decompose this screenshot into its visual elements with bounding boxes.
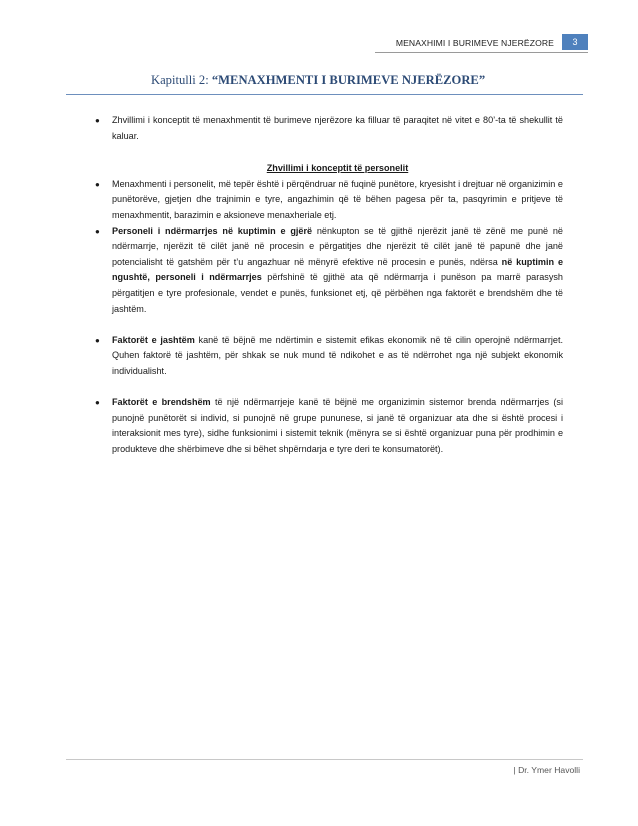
section-subheading: Zhvillimi i konceptit të personelit [266, 163, 409, 174]
bullet-icon: ● [95, 335, 100, 345]
running-title: MENAXHIMI I BURIMEVE NJERËZORE [395, 38, 554, 48]
bullet-icon: ● [95, 179, 100, 189]
page-number: 3 [562, 34, 588, 50]
footer-divider [66, 759, 583, 760]
bold-term: Personeli i ndërmarrjes në kuptimin e gjërë [112, 225, 313, 236]
bullet-paragraph-1 [95, 113, 563, 144]
bullet-paragraph-2 [95, 177, 563, 224]
paragraph-text: përfshinë të gjithë ata që ndërmarrja i punëson pa marrë parasysh përgatitjen e tyre profesionale, vendet e punës, funksionet etj, që përbëhen nga faktorët e brendshëm dhe të jashtëm. [112, 272, 563, 314]
chapter-title: “MENAXHMENTI I BURIMEVE NJERËZORE” [211, 73, 486, 87]
chapter-prefix: Kapitulli 2: [151, 73, 212, 87]
bullet-icon: ● [95, 116, 100, 125]
bullet-paragraph-5 [95, 395, 563, 457]
paragraph-text: Menaxhmenti i personelit, më tepër është i përqëndruar në fuqinë punëtore, kryesisht i drejtuar në organizimin e punëtorëve, gjetjen dhe trajnimin e tyre, angazhimin që të bëhen pagesa për ta, pasqyrimin e pritjeve të menaxhmentit, barazimin e aksioneve menaxheriale etj. [112, 178, 563, 220]
bullet-paragraph-4 [95, 333, 563, 380]
bold-term: Faktorët e jashtëm [112, 334, 195, 345]
paragraph-text: kanë të bëjnë me ndërtimin e sistemit efikas ekonomik në të cilin operojnë ndërmarrjet. Quhen faktorë të jashtëm, për shkak se nuk mund të ndikohet e as të ndërrohet nga një subjekt ekonomik individualisht. [112, 334, 563, 376]
paragraph-text: Zhvillimi i konceptit të menaxhmentit të burimeve njerëzore ka filluar të paraqitet në vitet e 80’-ta të shekullit të kaluar. [112, 115, 563, 141]
running-header [396, 31, 588, 51]
body-content [95, 113, 563, 457]
bold-term: në kuptimin e ngushtë, personeli i ndërmarrjes [112, 256, 563, 283]
paragraph-text: të një ndërmarrjeje kanë të bëjnë me organizimin sistemor brenda ndërmarrjes (si punojnë punëtorët si individ, si punojnë në grupe pununese, si janë të organizuar ata dhe si është procesi i interaksionit mes tyre), sidhe funksionimi i sistemit teknik (mënyra se si është organizuar puna për prodhimin e produkteve dhe shërbimeve dhe si bëhet shpërndarja e tyre deri te konsumatorët). [112, 397, 563, 454]
bullet-paragraph-3 [95, 224, 563, 318]
chapter-heading [151, 73, 485, 88]
footer-author: | Dr. Ymer Havolli [513, 765, 580, 775]
bold-term: Faktorët e brendshëm [112, 397, 211, 408]
bullet-icon: ● [95, 226, 100, 236]
paragraph-text: nënkupton se të gjithë njerëzit janë të zënë me punë në ndërmarrje, njerëzit të cilët janë në procesin e përgatitjes dhe njerëzit të cilët janë të papunë dhe janë potencialisht të gatshëm për t’u angazhuar në mënyrë efektive në procesin e punës, ndërsa [112, 225, 563, 267]
header-divider [375, 52, 588, 53]
bullet-icon: ● [95, 398, 100, 408]
chapter-divider [66, 94, 583, 95]
